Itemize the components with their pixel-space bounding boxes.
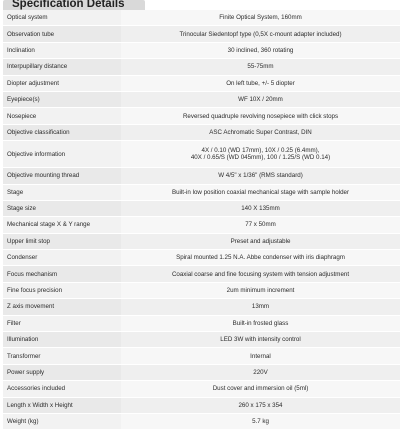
- spec-label: Z axis movement: [3, 299, 121, 315]
- spec-row: [3, 364, 400, 380]
- spec-label: Diopter adjustment: [3, 75, 121, 91]
- spec-value-line: Preset and adjustable: [230, 237, 291, 245]
- spec-label: Condenser: [3, 250, 121, 266]
- spec-value: [121, 124, 400, 140]
- spec-row: [3, 124, 400, 140]
- spec-value-line: Trinocular Siedentopf type (0,5X c-mount adapter included): [179, 30, 342, 38]
- spec-value-line: Internal: [250, 352, 271, 360]
- spec-table-body: [3, 10, 400, 430]
- spec-value: [121, 141, 400, 168]
- spec-value: [121, 168, 400, 184]
- spec-row: [3, 141, 400, 168]
- spec-label: Stage: [3, 184, 121, 200]
- spec-label: Focus mechanism: [3, 266, 121, 282]
- spec-header: [0, 0, 400, 10]
- spec-row: [3, 75, 400, 91]
- spec-value-line: 40X / 0.65/S (WD 045mm), 100 / 1.25/S (WD 0.14): [190, 154, 331, 162]
- spec-value-line: 5.7 kg: [252, 418, 269, 426]
- spec-value-line: Built-in frosted glass: [232, 319, 289, 327]
- spec-value-line: 4X / 0.10 (WD 17mm), 10X / 0.25 (6.4mm),: [201, 147, 320, 155]
- spec-value: [121, 217, 400, 233]
- spec-row: [3, 332, 400, 348]
- spec-row: [3, 413, 400, 429]
- spec-label: Mechanical stage X & Y range: [3, 217, 121, 233]
- spec-label: Stage size: [3, 200, 121, 216]
- spec-value: [121, 75, 400, 91]
- spec-row: [3, 348, 400, 364]
- spec-value: [121, 184, 400, 200]
- spec-value-line: 30 inclined, 360 rotating: [227, 46, 294, 54]
- spec-value: [121, 26, 400, 42]
- spec-row: [3, 299, 400, 315]
- spec-row: [3, 10, 400, 26]
- spec-value-line: On left tube, +/- 5 diopter: [226, 79, 295, 87]
- spec-value: [121, 200, 400, 216]
- spec-value: [121, 91, 400, 107]
- spec-value: [121, 266, 400, 282]
- spec-label: Inclination: [3, 42, 121, 58]
- spec-value: [121, 381, 400, 397]
- spec-label: Filter: [3, 315, 121, 331]
- spec-value: [121, 233, 400, 249]
- spec-value-line: W 4/5" x 1/36" (RMS standard): [218, 172, 303, 180]
- spec-label: Illumination: [3, 332, 121, 348]
- spec-value-line: 77 x 50mm: [245, 221, 276, 229]
- spec-value-line: ASC Achromatic Super Contrast, DIN: [209, 128, 312, 136]
- spec-title: Specification Details: [12, 0, 125, 10]
- spec-row: [3, 282, 400, 298]
- spec-value: [121, 250, 400, 266]
- spec-value-line: Dust cover and immersion oil (5ml): [212, 385, 309, 393]
- spec-row: [3, 200, 400, 216]
- spec-row: [3, 217, 400, 233]
- spec-value-line: WF 10X / 20mm: [238, 96, 283, 104]
- spec-value: [121, 315, 400, 331]
- spec-value-line: Finite Optical System, 160mm: [219, 14, 302, 22]
- spec-label: Weight (kg): [3, 413, 121, 429]
- spec-value-line: Spiral mounted 1.25 N.A. Abbe condenser with iris diaphragm: [176, 254, 345, 262]
- spec-value-line: Coaxial coarse and fine focusing system with tension adjustment: [171, 270, 350, 278]
- spec-value: [121, 348, 400, 364]
- spec-label: Nosepiece: [3, 108, 121, 124]
- spec-value: [121, 42, 400, 58]
- spec-row: [3, 108, 400, 124]
- spec-value: [121, 332, 400, 348]
- spec-label: Interpupillary distance: [3, 59, 121, 75]
- spec-value: [121, 108, 400, 124]
- spec-value: [121, 413, 400, 429]
- spec-value-line: Reversed quadruple revolving nosepiece with click stops: [182, 112, 339, 120]
- spec-table: [3, 10, 400, 430]
- spec-value-line: 2um minimum increment: [226, 287, 295, 295]
- spec-label: Transformer: [3, 348, 121, 364]
- spec-label: Fine focus precision: [3, 282, 121, 298]
- spec-value-line: 13mm: [251, 303, 270, 311]
- spec-label: Accessories included: [3, 381, 121, 397]
- spec-label: Objective information: [3, 141, 121, 168]
- spec-value-line: 140 X 135mm: [241, 205, 280, 213]
- spec-row: [3, 26, 400, 42]
- spec-value-line: LED 3W with intensity control: [220, 336, 301, 344]
- spec-value-line: Built-in low position coaxial mechanical stage with sample holder: [171, 188, 350, 196]
- spec-value: [121, 10, 400, 26]
- spec-label: Observation tube: [3, 26, 121, 42]
- spec-value-line: 55-75mm: [247, 63, 274, 71]
- spec-label: Objective classification: [3, 124, 121, 140]
- spec-row: [3, 168, 400, 184]
- spec-row: [3, 91, 400, 107]
- spec-label: Power supply: [3, 364, 121, 380]
- spec-label: Eyepiece(s): [3, 91, 121, 107]
- spec-row: [3, 381, 400, 397]
- spec-row: [3, 266, 400, 282]
- spec-label: Upper limit stop: [3, 233, 121, 249]
- spec-label: Length x Width x Height: [3, 397, 121, 413]
- spec-row: [3, 184, 400, 200]
- spec-value: [121, 299, 400, 315]
- spec-row: [3, 233, 400, 249]
- spec-value: [121, 364, 400, 380]
- spec-label: Optical system: [3, 10, 121, 26]
- spec-row: [3, 315, 400, 331]
- spec-value: [121, 282, 400, 298]
- spec-label: Objective mounting thread: [3, 168, 121, 184]
- spec-value-line: 220V: [253, 369, 268, 376]
- spec-value: [121, 59, 400, 75]
- spec-value-line: 260 x 175 x 354: [238, 401, 283, 409]
- spec-row: [3, 42, 400, 58]
- spec-row: [3, 59, 400, 75]
- spec-row: [3, 250, 400, 266]
